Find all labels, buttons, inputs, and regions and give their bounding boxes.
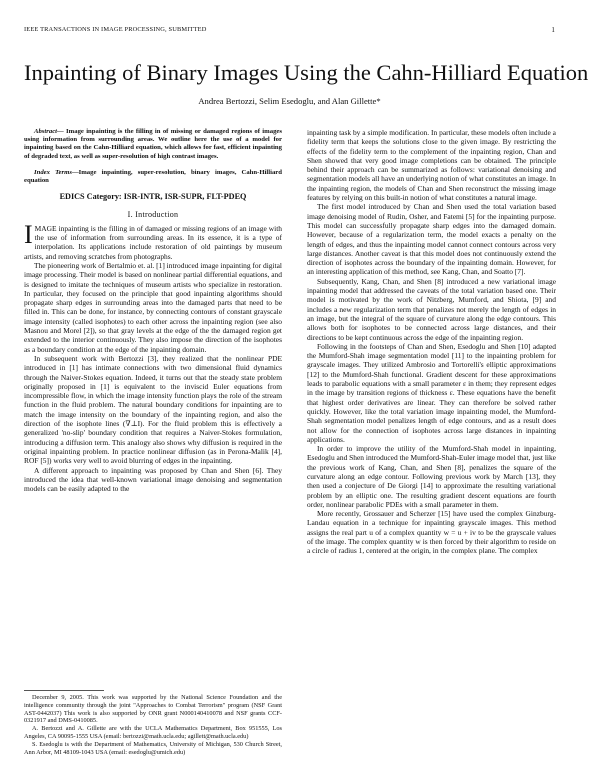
abstract-label: Abstract— xyxy=(34,128,64,135)
running-header-text: IEEE TRANSACTIONS IN IMAGE PROCESSING, SUBMITTED xyxy=(24,26,207,33)
section-heading-introduction: I. Introduction xyxy=(127,209,179,219)
edics-category: EDICS Category: ISR-INTR, ISR-SUPR, FLT-PDEQ xyxy=(59,192,247,202)
footnotes xyxy=(24,690,282,756)
intro-lead-word: MAGE xyxy=(34,223,57,233)
paper-authors: Andrea Bertozzi, Selim Esedoglu, and Alan Gillette* xyxy=(198,96,381,106)
drop-cap: I xyxy=(24,219,33,249)
right-paragraph-6: More recently, Grossauer and Scherzer [15] have used the complex Ginzburg-Landau equation in a technique for inpainting grayscale images. This method assigns the real part u of a complex quantity w = u + iv to be the grayscale values of the image. The complex quantity w is then forced by their algorithm to reside on a circle of radius 1, centered at the origin, in the complex plane. The complex xyxy=(307,509,556,556)
footnote-affiliation-michigan: S. Esedoglu is with the Department of Mathematics, University of Michigan, 530 Church Street, Ann Arbor, MI 48109-1043 USA (email: esedoglu@umich.edu) xyxy=(24,740,282,756)
intro-paragraph-1-text: inpainting is the filling in of damaged or missing regions of an image with the use of information from surrounding areas. In its essence, it is a type of interpolation. Its applications include restoration of old paintings by museum artists, and removing scratches from photographs. xyxy=(24,223,282,261)
running-header xyxy=(24,26,555,33)
intro-paragraph-3: In subsequent work with Bertozzi [3], they realized that the nonlinear PDE introduced in [1] has intimate connections with two dimensional fluid dynamics through the Naiver-Stokes equation. Indeed, it turns out that the steady state problem originally proposed in [1] is equivalent to the inviscid Euler equations from incompressible flow, in which the image intensity function plays the role of the stream function in the fluid problem. The natural boundary conditions for inpainting are to match the image intensity on the boundary of the inpainting region, and also the direction of the isophote lines (∇⊥I). For the fluid problem this is effectively a generalized 'no-slip' boundary condition that requires a Naiver-Stokes formulation, introducing a diffusion term. This analogy also shows why diffusion is required in the original inpainting problem. In practice nonlinear diffusion (as in Perona-Malik [4], ROF [5]) works very well to avoid blurring of edges in the inpainting. xyxy=(24,353,282,466)
abstract-text: Image inpainting is the filling in of missing or damaged regions of images using information from surrounding areas. We outline here the use of a model for inpainting based on the Cahn-Hilliard equation, which allows for fast, efficient inpainting of degraded text, as well as super-resolution of high contrast images. xyxy=(24,128,282,160)
index-terms xyxy=(24,169,282,185)
right-paragraph-4: Following in the footsteps of Chan and Shen, Esedoglu and Shen [10] adapted the Mumford-Shah image segmentation model [11] to the inpainting problem for grayscale images. They utilized Ambrosio and Tortorelli's elliptic approximations [12] to the Mumford-Shah functional. Gradient descent for these approximations leads to parabolic equations with a small parameter ε in them; they represent edges in the image by transition regions of thickness ε. These equations have the benefit that highest order derivatives are linear. They can therefore be solved rather quickly. However, like the total variation image inpainting model, the Mumford-Shah segmentation model penalizes length of edge contours, and as a result does not allow for the connection of isophotes across large distances in inpainting applications. xyxy=(307,341,556,444)
page-number: 1 xyxy=(551,26,555,34)
right-paragraph-5: In order to improve the utility of the Mumford-Shah model in inpainting, Esedoglu and Shen introduced the Mumford-Shah-Euler image model that, just like the previous work of Kang, Chan, and Shen [8], penalizes the square of the curvature along an edge contour. Following previous work by March [13], they then used a conjecture of De Giorgi [14] to approximate the resulting variational problem by an elliptic one. The resulting gradient descent equations are fourth order, nonlinear parabolic PDEs with a small parameter in them. xyxy=(307,444,556,509)
footnote-date-funding: December 9, 2005. This work was supported by the National Science Foundation and the intelligence community through the joint "Approaches to Combat Terrorism" program (NSF Grant AST-0442037) This work is also supported by ONR grant N000140410078 and NSF grants CCF-0321917 and DMS-0410085. xyxy=(24,694,282,725)
right-paragraph-3: Subsequently, Kang, Chan, and Shen [8] introduced a new variational image inpainting model that addressed the caveats of the total variation based one. Their model is motivated by the work of Nitzberg, Mumford, and Shiota, [9] and includes a new regularization term that penalizes not merely the length of edges in an image, but the integral of the square of curvature along the edge contours. This allows both for isophotes to be connected across large distances, and their directions to be kept continuous across the edge of the inpainting region. xyxy=(307,276,556,342)
intro-paragraph-4: A different approach to inpainting was proposed by Chan and Shen [6]. They introduced the idea that well-known variational image denoising and segmentation models can be easily adapted to the xyxy=(24,465,282,494)
right-paragraph-2: The first model introduced by Chan and Shen used the total variation based image denoising model of Rudin, Osher, and Fatemi [5] for the inpainting purpose. This model can successfully propagate sharp edges into the damaged domain. However, because of a regularization term, the model exacts a penalty on the length of edges, and thus the inpainting model cannot connect contours across very large distances. Another caveat is that this model does not continuously extend the direction of isophotes across the boundary of the inpainting domain. However, for an interesting application of this method, see Kang, Chan, and Soatto [7]. xyxy=(307,202,556,277)
footnote-rule xyxy=(24,690,104,691)
paper-title: Inpainting of Binary Images Using the Cahn-Hilliard Equation xyxy=(24,60,589,85)
abstract xyxy=(24,125,282,161)
intro-paragraph-2: The pioneering work of Bertalmio et. al. [1] introduced image inpainting for digital image processing. Their model is based on nonlinear partial differential equations, and is designed to imitate the techniques of museum artists who specialize in restoration. In particular, they focused on the principle that good inpainting algorithms should propagate sharp edges in surrounding areas into the damaged parts that need to be filled in. This can be done, for instance, by connecting contours of constant grayscale image intensity (called isophotes) to each other across the inpainting region (see also Masnou and Morel [2]), so that gray levels at the edge of the the damaged region get extended to the interior continuously. They also impose the direction of the isophotes as a boundary condition at the edge of the inpainting domain. xyxy=(24,261,282,354)
left-column xyxy=(24,125,282,493)
right-column xyxy=(307,128,556,556)
index-terms-text: —Image inpainting, super-resolution, binary images, Cahn-Hilliard equation xyxy=(24,168,282,185)
footnote-affiliation-ucla: A. Bertozzi and A. Gillette are with the UCLA Mathematics Department, Box 951555, Los Angeles, CA 90095-1555 USA (email: bertozzi@math.ucla.edu; agillett@math.ucla.edu) xyxy=(24,725,282,740)
intro-paragraph-1 xyxy=(24,219,282,261)
index-terms-label: Index Terms xyxy=(34,168,72,176)
right-paragraph-1: inpainting task by a simple modification. In particular, these models often include a fidelity term that keeps the solutions close to the given image. By restricting the effects of the fidelity term to the complement of the inpainting region, Chan and Shen showed that very good image completions can be obtained. The principle behind their approach can be summarized as follows: variational denoising and segmentation models all have an underlying notion of what constitutes an image. In the inpainting region, the models of Chan and Shen reconstruct the missing image features by relying on this built-in notion of what constitutes a natural image. xyxy=(307,128,556,203)
